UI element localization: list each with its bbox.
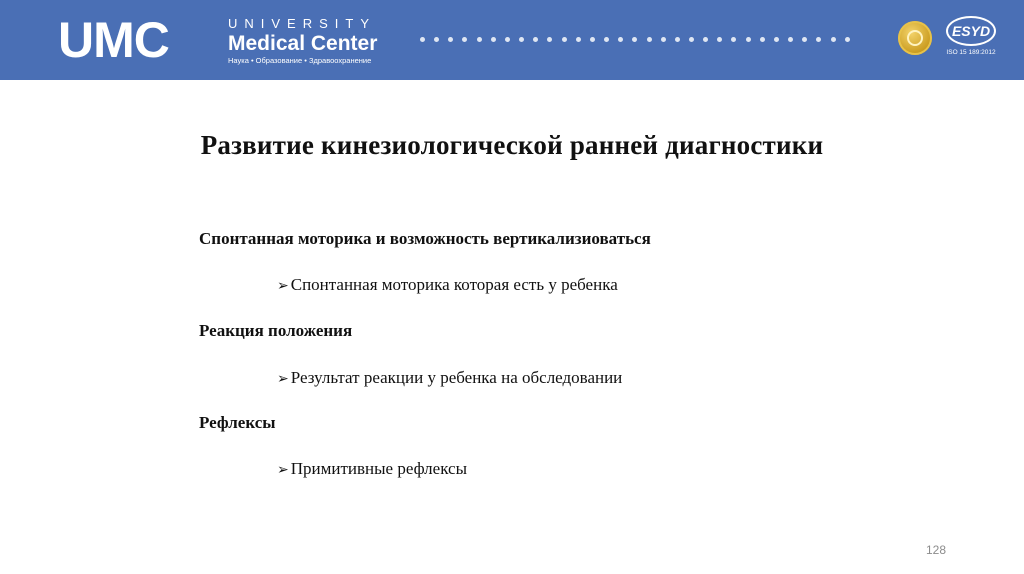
decorative-dot: [731, 37, 736, 42]
decorative-dots: [420, 34, 850, 44]
bullet-item-text: Примитивные рефлексы: [290, 459, 468, 478]
decorative-dot: [505, 37, 510, 42]
decorative-dot: [788, 37, 793, 42]
decorative-dot: [661, 37, 666, 42]
decorative-dot: [562, 37, 567, 42]
arrow-bullet-icon: ➢: [277, 278, 289, 294]
decorative-dot: [576, 37, 581, 42]
university-text: UNIVERSITY: [228, 16, 377, 31]
decorative-dot: [816, 37, 821, 42]
arrow-bullet-icon: ➢: [277, 371, 289, 387]
decorative-dot: [434, 37, 439, 42]
decorative-dot: [802, 37, 807, 42]
seal-ring: [907, 30, 923, 46]
section-heading: Рефлексы: [199, 413, 276, 432]
decorative-dot: [533, 37, 538, 42]
decorative-dot: [618, 37, 623, 42]
decorative-dot: [717, 37, 722, 42]
decorative-dot: [845, 37, 850, 42]
bullet-item-text: Спонтанная моторика которая есть у ребенка: [290, 275, 618, 294]
page-number: 128: [925, 543, 946, 557]
decorative-dot: [689, 37, 694, 42]
bullet-item: [277, 275, 618, 295]
decorative-dot: [675, 37, 680, 42]
decorative-dot: [547, 37, 552, 42]
decorative-dot: [647, 37, 652, 42]
decorative-dot: [831, 37, 836, 42]
esyd-mark: ESYD: [946, 16, 996, 46]
decorative-dot: [746, 37, 751, 42]
decorative-dot: [519, 37, 524, 42]
tagline-text: Наука • Образование • Здравоохранение: [228, 56, 372, 65]
esyd-certification-logo: [944, 16, 998, 64]
section-heading: Спонтанная моторика и возможность вертикализиоваться: [199, 229, 651, 248]
decorative-dot: [420, 37, 425, 42]
decorative-dot: [774, 37, 779, 42]
bullet-item: [277, 459, 467, 479]
medical-center-text: Medical Center: [228, 32, 378, 55]
umc-logo-text: UMC: [58, 12, 169, 68]
section-heading: Реакция положения: [199, 321, 353, 340]
slide-title: Развитие кинезиологической ранней диагностики: [200, 130, 824, 160]
arrow-bullet-icon: ➢: [277, 462, 289, 478]
decorative-dot: [491, 37, 496, 42]
iso-certification-text: ISO 15 189:2012: [946, 49, 996, 56]
decorative-dot: [604, 37, 609, 42]
decorative-dot: [448, 37, 453, 42]
logo-caption: [228, 16, 377, 66]
bullet-item: [277, 368, 622, 388]
header-bar: [0, 0, 1024, 80]
gold-seal-icon: [898, 21, 932, 55]
decorative-dot: [703, 37, 708, 42]
decorative-dot: [477, 37, 482, 42]
decorative-dot: [590, 37, 595, 42]
decorative-dot: [632, 37, 637, 42]
bullet-item-text: Результат реакции у ребенка на обследовании: [290, 368, 623, 387]
decorative-dot: [462, 37, 467, 42]
decorative-dot: [760, 37, 765, 42]
